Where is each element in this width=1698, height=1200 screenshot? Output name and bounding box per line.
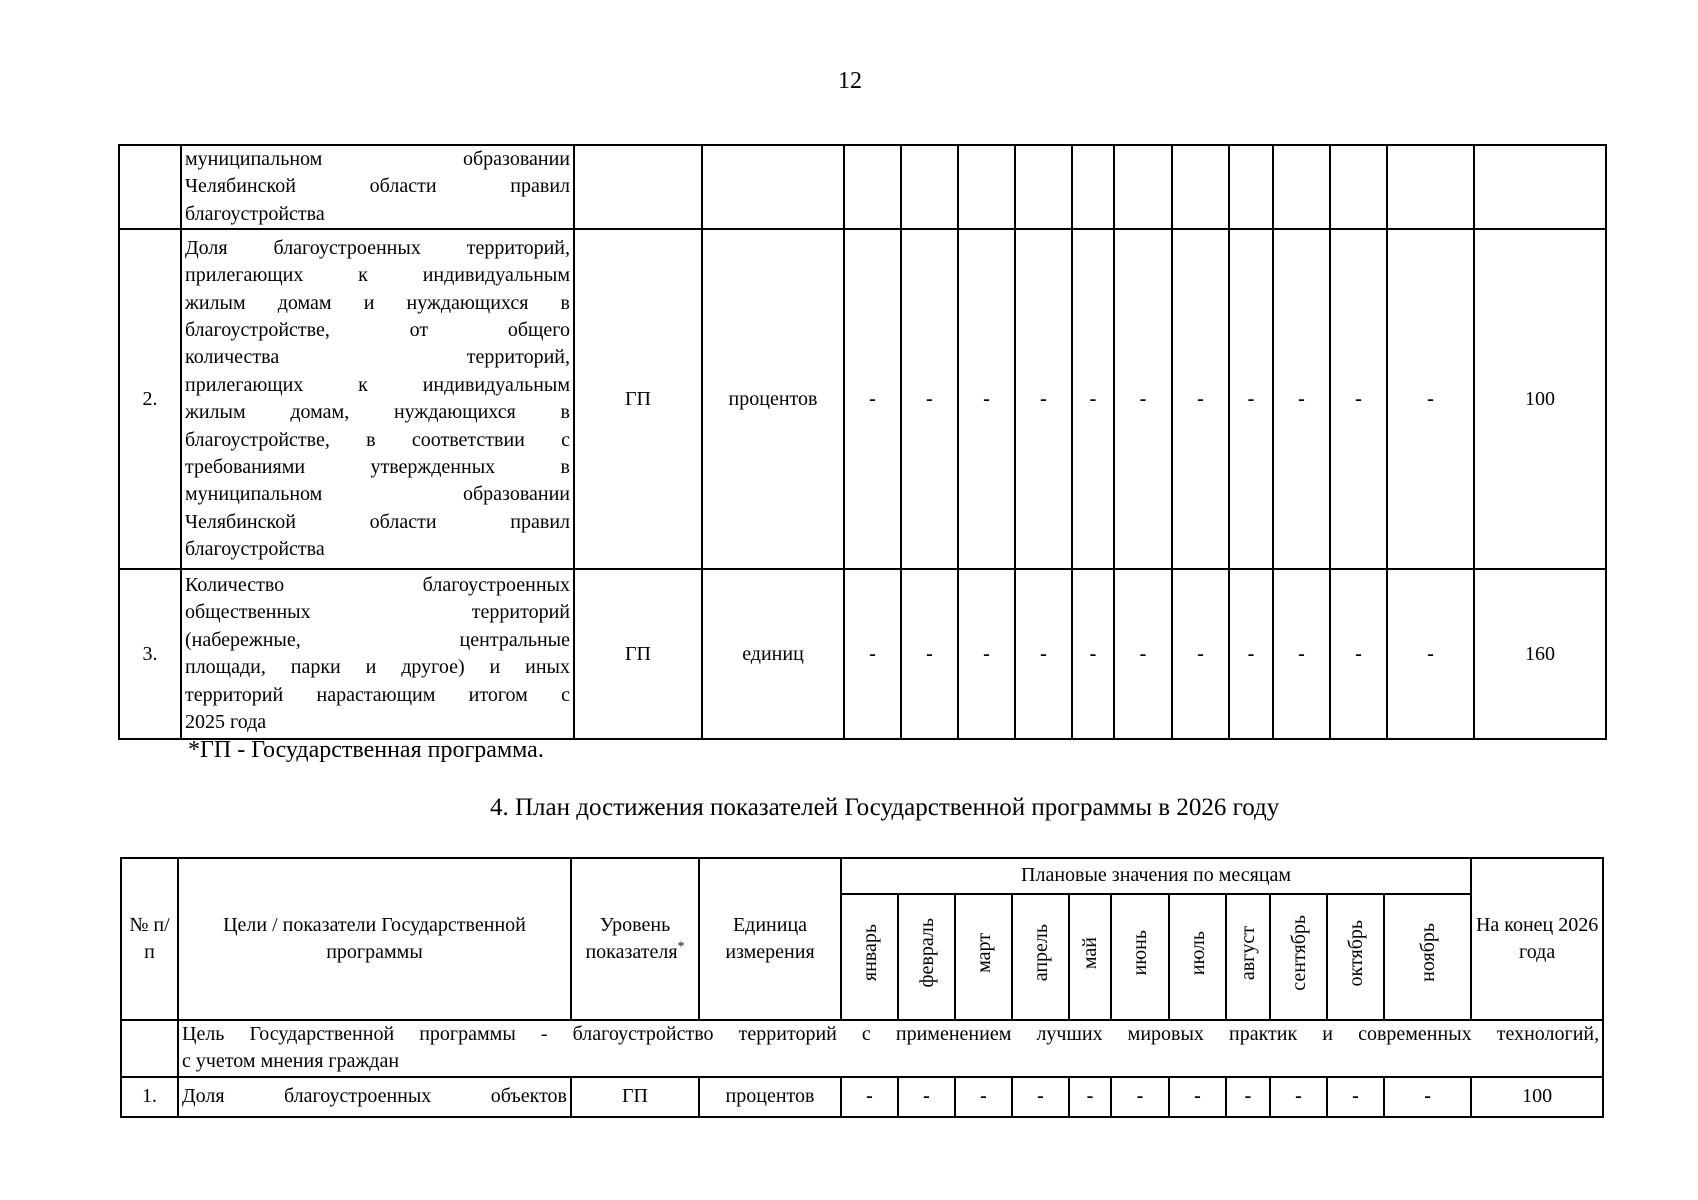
row-number: 3. bbox=[119, 569, 181, 739]
month-value: - bbox=[841, 1077, 898, 1117]
month-value: - bbox=[1384, 1077, 1471, 1117]
month-header-april: апрель bbox=[1012, 894, 1069, 1020]
goal-row bbox=[121, 1020, 1603, 1077]
month-value: - bbox=[1330, 229, 1387, 569]
month-header-october: октябрь bbox=[1327, 894, 1384, 1020]
month-value: - bbox=[1169, 1077, 1226, 1117]
month-value: - bbox=[1111, 1077, 1169, 1117]
indicator-text: Доля благоустроенных объектов bbox=[178, 1077, 571, 1117]
month-value: - bbox=[1012, 1077, 1069, 1117]
month-value: - bbox=[1273, 569, 1330, 739]
plan-2026-table bbox=[120, 857, 1604, 1118]
month-value: - bbox=[1226, 1077, 1270, 1117]
table-row bbox=[119, 569, 1606, 739]
goal-text: Цель Государственной программы - благоустройство территорий с применением лучших мировых практик и современных технологий, с учетом мнения граждан bbox=[178, 1020, 1603, 1077]
indicator-level: ГП bbox=[574, 229, 702, 569]
month-value: - bbox=[958, 569, 1015, 739]
header-row bbox=[121, 858, 1603, 894]
month-value: - bbox=[958, 229, 1015, 569]
indicator-text: Количество благоустроенных общественных территорий (набережные, центральные площади, парки и другое) и иных территорий нарастающим итогом с 2025 года bbox=[181, 569, 574, 739]
header-monthly-values: Плановые значения по месяцам bbox=[841, 858, 1471, 894]
month-value: - bbox=[1072, 569, 1114, 739]
header-goals: Цели / показатели Государственной программы bbox=[178, 858, 571, 1020]
table-row bbox=[121, 1077, 1603, 1117]
month-header-march: март bbox=[955, 894, 1012, 1020]
month-header-july: июль bbox=[1169, 894, 1226, 1020]
indicator-level: ГП bbox=[571, 1077, 699, 1117]
indicators-table-continued bbox=[118, 144, 1607, 740]
table-row bbox=[119, 229, 1606, 569]
month-value: - bbox=[844, 229, 901, 569]
month-header-january: январь bbox=[841, 894, 898, 1020]
month-value: - bbox=[901, 569, 958, 739]
month-header-november: ноябрь bbox=[1384, 894, 1471, 1020]
month-value: - bbox=[1229, 229, 1273, 569]
month-value: - bbox=[1229, 569, 1273, 739]
month-value: - bbox=[1330, 569, 1387, 739]
section-title: 4. План достижения показателей Государственной программы в 2026 году bbox=[490, 794, 1280, 821]
month-value: - bbox=[898, 1077, 955, 1117]
month-header-september: сентябрь bbox=[1270, 894, 1327, 1020]
month-value: - bbox=[955, 1077, 1012, 1117]
month-header-june: июнь bbox=[1111, 894, 1169, 1020]
header-number: № п/п bbox=[121, 858, 178, 1020]
month-header-may: май bbox=[1069, 894, 1111, 1020]
month-value: - bbox=[1327, 1077, 1384, 1117]
month-value: - bbox=[1114, 569, 1172, 739]
year-end-value: 100 bbox=[1471, 1077, 1603, 1117]
month-header-february: февраль bbox=[898, 894, 955, 1020]
indicator-text: Доля благоустроенных территорий, прилегающих к индивидуальным жилым домам и нуждающихся в благоустройстве, от общего количества территорий, прилегающих к индивидуальным жилым домам, нуждающихся в благоустройстве, в соответствии с требованиями утвержденных в муниципальном образовании Челябинской области правил благоустройства bbox=[181, 229, 574, 569]
page-number: 12 bbox=[838, 68, 862, 94]
month-value: - bbox=[844, 569, 901, 739]
month-value: - bbox=[1172, 229, 1229, 569]
year-end-value: 100 bbox=[1474, 229, 1606, 569]
month-value: - bbox=[1387, 569, 1474, 739]
month-value: - bbox=[1069, 1077, 1111, 1117]
month-value: - bbox=[1270, 1077, 1327, 1117]
month-value: - bbox=[1172, 569, 1229, 739]
month-value: - bbox=[1015, 229, 1072, 569]
header-year-end: На конец 2026 года bbox=[1471, 858, 1603, 1020]
indicator-unit: процентов bbox=[699, 1077, 841, 1117]
indicator-unit: процентов bbox=[702, 229, 844, 569]
month-value: - bbox=[1387, 229, 1474, 569]
indicator-text: муниципальном образовании Челябинской области правил благоустройства bbox=[181, 145, 574, 229]
month-value: - bbox=[1273, 229, 1330, 569]
header-level: Уровень показателя* bbox=[571, 858, 699, 1020]
month-value: - bbox=[1114, 229, 1172, 569]
footnote: *ГП - Государственная программа. bbox=[188, 737, 544, 763]
row-number: 2. bbox=[119, 229, 181, 569]
indicator-level: ГП bbox=[574, 569, 702, 739]
month-header-august: август bbox=[1226, 894, 1270, 1020]
indicator-unit: единиц bbox=[702, 569, 844, 739]
month-value: - bbox=[1072, 229, 1114, 569]
header-unit: Единица измерения bbox=[699, 858, 841, 1020]
month-value: - bbox=[901, 229, 958, 569]
month-value: - bbox=[1015, 569, 1072, 739]
row-number: 1. bbox=[121, 1077, 178, 1117]
year-end-value: 160 bbox=[1474, 569, 1606, 739]
table-row bbox=[119, 145, 1606, 229]
